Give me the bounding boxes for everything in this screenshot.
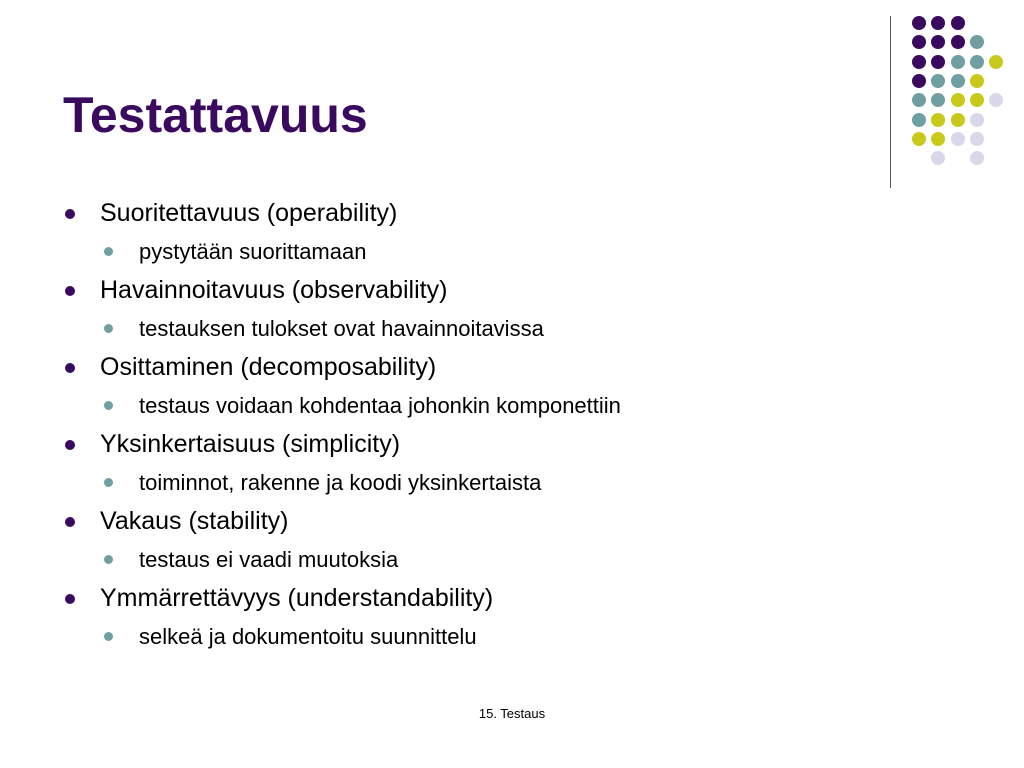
decorative-dot-icon — [931, 55, 945, 69]
main-bullet-row — [62, 350, 962, 385]
bullet-list — [62, 196, 962, 658]
sub-bullet-dot-icon — [104, 632, 113, 641]
decorative-dot-icon — [989, 93, 1003, 107]
decorative-dot-icon — [970, 132, 984, 146]
main-bullet-row — [62, 581, 962, 616]
sub-bullet-row — [62, 616, 962, 658]
decorative-dot-icon — [951, 132, 965, 146]
decorative-dot-icon — [951, 35, 965, 49]
sub-bullet-dot-icon — [104, 478, 113, 487]
sub-bullet-row — [62, 462, 962, 504]
decorative-dot-icon — [970, 74, 984, 88]
sub-bullet-text: testaus ei vaadi muutoksia — [139, 547, 399, 572]
decorative-dot-icon — [970, 151, 984, 165]
decorative-dot-icon — [931, 16, 945, 30]
decorative-dot-icon — [970, 93, 984, 107]
list-item — [62, 427, 962, 504]
decorative-dot-icon — [931, 151, 945, 165]
decorative-dot-icon — [912, 132, 926, 146]
decorative-dot-icon — [931, 113, 945, 127]
sub-bullet-text: toiminnot, rakenne ja koodi yksinkertaista — [139, 470, 542, 495]
bullet-dot-icon — [65, 594, 75, 604]
decorative-dot-icon — [912, 93, 926, 107]
decorative-dot-icon — [912, 55, 926, 69]
bullet-dot-icon — [65, 440, 75, 450]
sub-bullet-text: pystytään suorittamaan — [139, 239, 367, 264]
decorative-dot-icon — [951, 93, 965, 107]
bullet-dot-icon — [65, 363, 75, 373]
decorative-dot-icon — [951, 16, 965, 30]
decorative-dot-icon — [970, 113, 984, 127]
sub-bullet-text: selkeä ja dokumentoitu suunnittelu — [139, 624, 477, 649]
decorative-dot-icon — [970, 55, 984, 69]
main-bullet-text: Ymmärrettävyys (understandability) — [100, 584, 494, 612]
main-bullet-row — [62, 504, 962, 539]
decorative-dot-icon — [931, 93, 945, 107]
decorative-dot-icon — [989, 55, 1003, 69]
decorative-dot-icon — [970, 35, 984, 49]
decorative-dot-icon — [931, 132, 945, 146]
main-bullet-text: Havainnoitavuus (observability) — [100, 276, 448, 304]
sub-bullet-dot-icon — [104, 247, 113, 256]
sub-bullet-dot-icon — [104, 324, 113, 333]
list-item — [62, 350, 962, 427]
vertical-divider — [890, 16, 891, 188]
main-bullet-row — [62, 427, 962, 462]
sub-bullet-dot-icon — [104, 401, 113, 410]
slide-title: Testattavuus — [63, 87, 368, 143]
decorative-dot-icon — [912, 74, 926, 88]
sub-bullet-dot-icon — [104, 555, 113, 564]
sub-bullet-row — [62, 539, 962, 581]
decorative-dot-icon — [912, 35, 926, 49]
main-bullet-text: Suoritettavuus (operability) — [100, 199, 398, 227]
list-item — [62, 196, 962, 273]
slide-footer: 15. Testaus — [478, 706, 546, 721]
decorative-dot-icon — [912, 16, 926, 30]
decorative-dot-icon — [912, 113, 926, 127]
decorative-dot-icon — [951, 55, 965, 69]
decorative-dot-icon — [951, 74, 965, 88]
main-bullet-text: Osittaminen (decomposability) — [100, 353, 437, 381]
bullet-dot-icon — [65, 286, 75, 296]
sub-bullet-row — [62, 308, 962, 350]
decorative-dot-icon — [931, 74, 945, 88]
bullet-dot-icon — [65, 209, 75, 219]
list-item — [62, 504, 962, 581]
sub-bullet-row — [62, 231, 962, 273]
decorative-dot-icon — [951, 113, 965, 127]
sub-bullet-text: testauksen tulokset ovat havainnoitavissa — [139, 316, 544, 341]
main-bullet-text: Yksinkertaisuus (simplicity) — [100, 430, 401, 458]
bullet-dot-icon — [65, 517, 75, 527]
main-bullet-row — [62, 196, 962, 231]
list-item — [62, 273, 962, 350]
main-bullet-row — [62, 273, 962, 308]
main-bullet-text: Vakaus (stability) — [100, 507, 289, 535]
sub-bullet-text: testaus voidaan kohdentaa johonkin komponettiin — [139, 393, 621, 418]
list-item — [62, 581, 962, 658]
decorative-dot-icon — [931, 35, 945, 49]
sub-bullet-row — [62, 385, 962, 427]
